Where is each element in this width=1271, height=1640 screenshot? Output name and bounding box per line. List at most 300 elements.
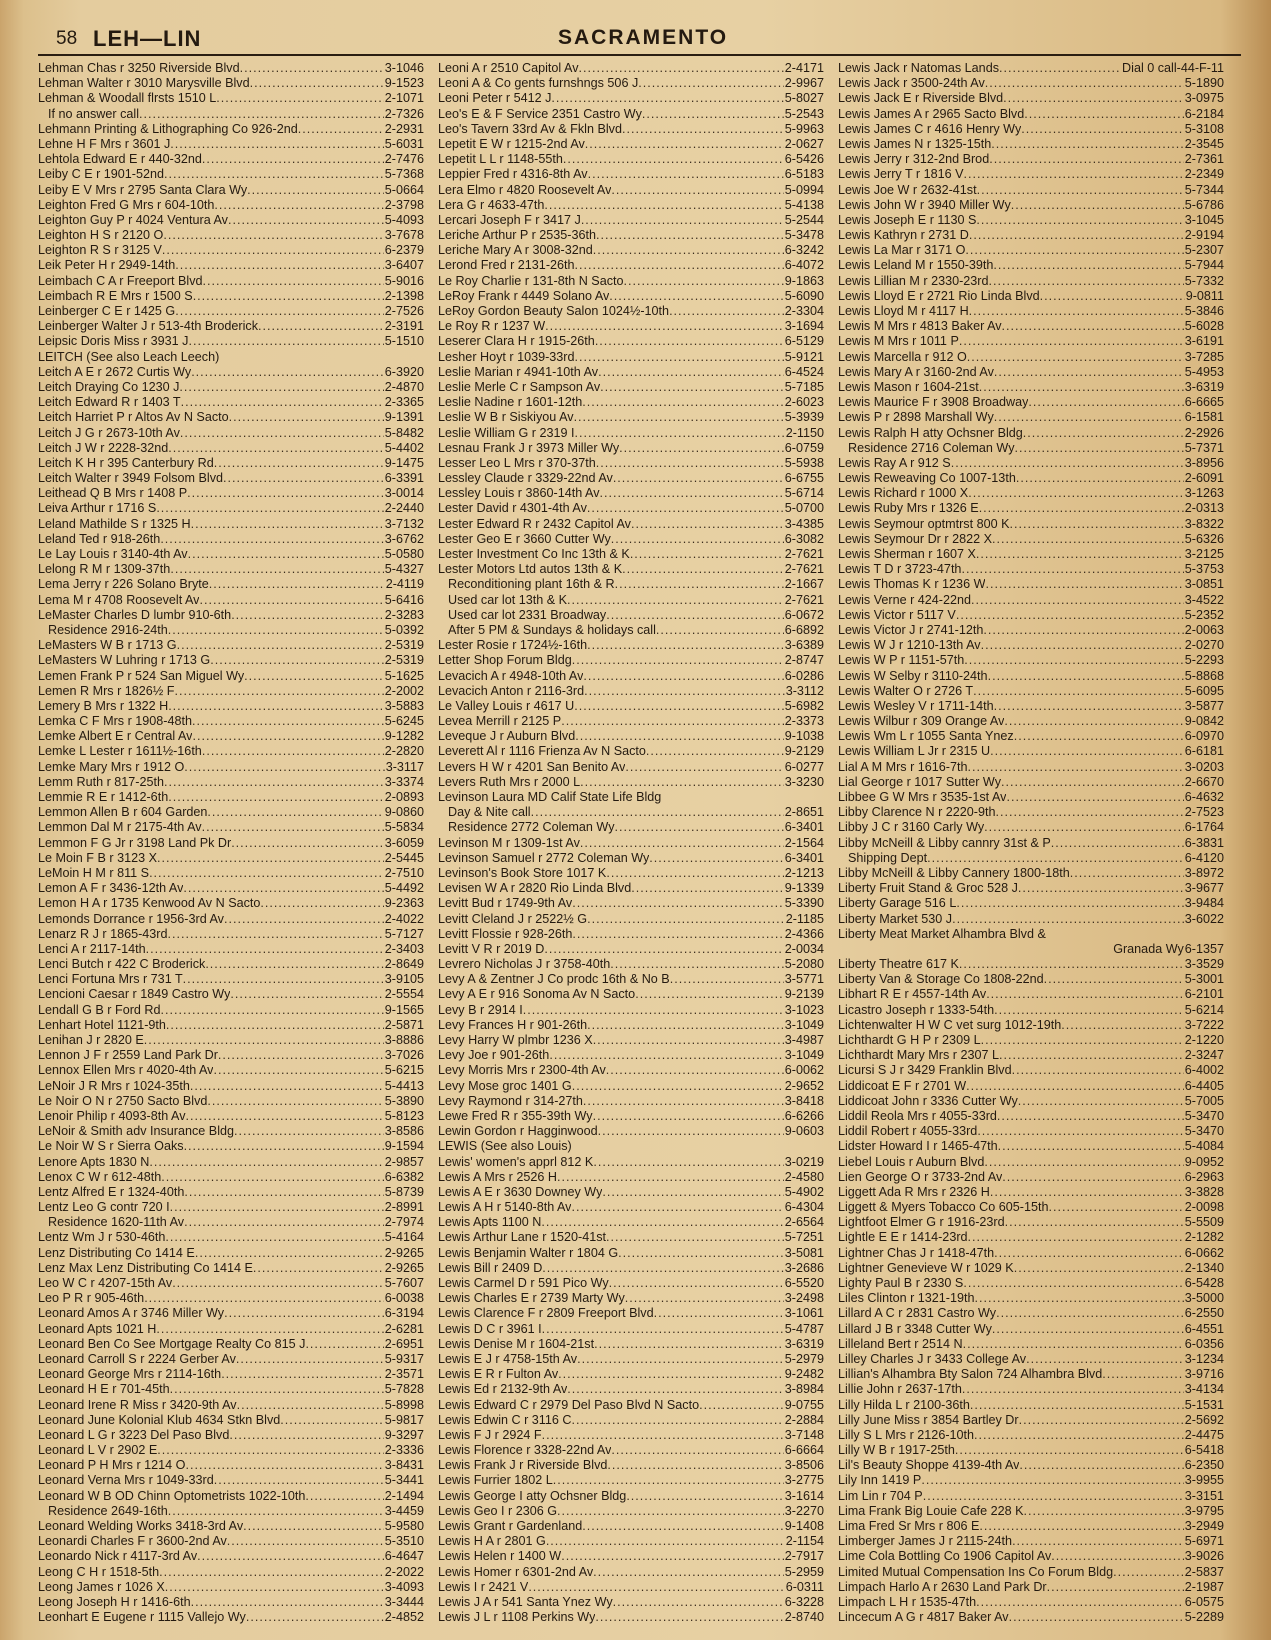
leader-dots bbox=[959, 334, 1184, 349]
listing-phone: 2-6281 bbox=[384, 1321, 424, 1336]
leader-dots bbox=[563, 152, 784, 167]
listing-name: Levitt Flossie r 928-26th bbox=[438, 926, 573, 941]
listing-phone: 5-4138 bbox=[784, 197, 824, 212]
leader-dots bbox=[989, 274, 1184, 289]
listing-phone: 5-6786 bbox=[1184, 197, 1224, 212]
leader-dots bbox=[207, 805, 383, 820]
listing-name: Lily Inn 1419 P bbox=[838, 1473, 922, 1488]
listing-row bbox=[838, 669, 1224, 684]
listing-row bbox=[838, 1519, 1224, 1534]
leader-dots bbox=[927, 851, 1184, 866]
listing-name: Levers Ruth Mrs r 2000 L bbox=[438, 774, 581, 789]
listing-phone: 2-5445 bbox=[384, 850, 424, 865]
leader-dots bbox=[951, 456, 1184, 471]
listing-phone: 5-4164 bbox=[384, 1230, 424, 1245]
leader-dots bbox=[1023, 426, 1184, 441]
listing-phone: 2-3373 bbox=[784, 714, 824, 729]
listing-phone: 6-4072 bbox=[784, 258, 824, 273]
leader-dots bbox=[244, 669, 384, 684]
listing-phone: 5-4327 bbox=[384, 562, 424, 577]
listing-phone: 3-2775 bbox=[784, 1473, 824, 1488]
leader-dots bbox=[992, 532, 1184, 547]
listing-phone: 3-0851 bbox=[1184, 577, 1224, 592]
listing-row bbox=[38, 1306, 424, 1321]
listing-name: Reconditioning plant 16th & R bbox=[448, 577, 615, 592]
leader-dots bbox=[305, 1337, 383, 1352]
leader-dots bbox=[1102, 1367, 1184, 1382]
listing-name: Lewis Homer r 6301-2nd Av bbox=[438, 1564, 594, 1579]
listing-name: Lime Cola Bottling Co 1906 Capitol Av bbox=[838, 1549, 1052, 1564]
listing-phone: 2-1282 bbox=[1184, 1230, 1224, 1245]
listing-name: Lilly W B r 1917-25th bbox=[838, 1443, 955, 1458]
listing-name: Lewin Gordon r Hagginwood bbox=[438, 1124, 598, 1139]
leader-dots bbox=[224, 912, 384, 927]
listing-row bbox=[838, 167, 1224, 182]
listing-phone: 3-4134 bbox=[1184, 1382, 1224, 1397]
listing-name: Leighton Fred G Mrs r 604-10th bbox=[38, 197, 215, 212]
listing-name: Lester Rosie r 1724½-16th bbox=[438, 638, 588, 653]
listing-row bbox=[838, 334, 1224, 349]
listing-name: Leiby E V Mrs r 2795 Santa Clara Wy bbox=[38, 182, 248, 197]
listing-row bbox=[38, 1155, 424, 1170]
listing-phone: 9-2363 bbox=[384, 896, 424, 911]
listing-name: Lewis P r 2898 Marshall Wy bbox=[838, 410, 994, 425]
leader-dots bbox=[243, 1519, 384, 1534]
listing-name: Levy A E r 916 Sonoma Av N Sacto bbox=[438, 987, 636, 1002]
leader-dots bbox=[1051, 836, 1184, 851]
listing-row bbox=[838, 1124, 1224, 1139]
listing-name: Leimbach C A r Freeport Blvd bbox=[38, 273, 203, 288]
listing-row bbox=[838, 1246, 1224, 1261]
listing-name: Lewis Bill r 2409 D bbox=[438, 1260, 543, 1275]
listing-name: Levinson's Book Store 1017 K bbox=[438, 865, 607, 880]
listing-name: LeRoy Frank r 4449 Solano Av bbox=[438, 288, 610, 303]
listing-row bbox=[438, 1276, 824, 1291]
listing-row bbox=[838, 1565, 1224, 1580]
leader-dots bbox=[611, 532, 784, 547]
listing-phone: 5-6028 bbox=[1184, 319, 1224, 334]
listing-phone: 2-2349 bbox=[1184, 167, 1224, 182]
listing-phone: 5-6326 bbox=[1184, 531, 1224, 546]
listing-row bbox=[838, 441, 1224, 456]
listing-row bbox=[438, 319, 824, 334]
listing-phone: 2-3365 bbox=[384, 395, 424, 410]
listing-name: Liddil Robert r 4055-33rd bbox=[838, 1124, 978, 1139]
listing-name: Lima Frank Big Louie Cafe 228 K bbox=[838, 1503, 1024, 1518]
listing-name: Lewis Denise M r 1604-21st bbox=[438, 1336, 595, 1351]
leader-dots bbox=[593, 1565, 784, 1580]
listing-name: Lewis Carmel D r 591 Pico Wy bbox=[438, 1276, 609, 1290]
listing-name: Lewis Wesley V r 1711-14th bbox=[838, 698, 994, 713]
listing-name: Lenore Apts 1830 N bbox=[38, 1154, 150, 1169]
listing-phone: 2-7523 bbox=[1184, 805, 1224, 820]
listing-name: Lemon A F r 3436-12th Av bbox=[38, 881, 184, 896]
listing-row bbox=[438, 107, 824, 122]
listing-name: Leiva Arthur r 1716 S bbox=[38, 501, 157, 516]
leader-dots bbox=[1026, 1352, 1184, 1367]
listing-row bbox=[38, 486, 424, 501]
listing-name: Lesher Hoyt r 1039-33rd bbox=[438, 349, 575, 364]
listing-row bbox=[838, 1352, 1224, 1367]
leader-dots bbox=[223, 471, 384, 486]
leader-dots bbox=[234, 1124, 384, 1139]
listing-phone: 2-7974 bbox=[384, 1215, 424, 1230]
listing-row bbox=[838, 608, 1224, 623]
listing-row bbox=[838, 517, 1224, 532]
listing-name: Lilley Charles J r 3433 College Av bbox=[838, 1351, 1027, 1366]
leader-dots bbox=[183, 881, 383, 896]
listing-name: Leonardi Charles F r 3600-2nd Av bbox=[38, 1534, 227, 1549]
listing-phone: 5-3470 bbox=[1184, 1124, 1224, 1139]
listing-name: Lera G r 4633-47th bbox=[438, 197, 545, 212]
listing-phone: 6-0575 bbox=[1184, 1594, 1224, 1609]
listing-phone: 2-4119 bbox=[385, 577, 424, 592]
listing-name: Leitch Edward R r 1403 T bbox=[38, 395, 181, 410]
listing-phone: 6-4405 bbox=[1184, 1078, 1224, 1093]
listing-name: Lichthardt Mary Mrs r 2307 L bbox=[838, 1048, 999, 1063]
leader-dots bbox=[595, 334, 784, 349]
listing-phone: 2-3798 bbox=[384, 197, 424, 212]
listing-phone: 3-8418 bbox=[784, 1093, 824, 1108]
leader-dots bbox=[984, 1155, 1183, 1170]
leader-dots bbox=[557, 1504, 784, 1519]
leader-dots bbox=[979, 501, 1184, 516]
leader-dots bbox=[545, 319, 784, 334]
listing-name: Leoni A & Co gents furnshngs 506 J bbox=[438, 76, 639, 91]
listing-name: Lenci Butch r 422 C Broderick bbox=[38, 957, 206, 972]
listing-row bbox=[38, 501, 424, 516]
leader-dots bbox=[976, 547, 1184, 562]
listing-name: Lewis W Selby r 3110-24th bbox=[838, 668, 988, 683]
listing-name: Liberty Meat Market Alhambra Blvd & bbox=[838, 926, 1046, 941]
listing-row bbox=[438, 152, 824, 167]
listing-phone: 6-3242 bbox=[784, 243, 824, 258]
leader-dots bbox=[175, 258, 384, 273]
listing-phone: 6-6665 bbox=[1184, 395, 1224, 410]
listing-phone: 9-3297 bbox=[384, 1427, 424, 1442]
leader-dots bbox=[561, 1549, 784, 1564]
listing-row bbox=[438, 760, 824, 775]
listing-row bbox=[438, 304, 824, 319]
leader-dots bbox=[699, 1398, 784, 1413]
leader-dots bbox=[179, 380, 383, 395]
listing-phone: 2-8991 bbox=[384, 1200, 424, 1215]
listing-row bbox=[838, 1549, 1224, 1564]
listing-row bbox=[38, 1139, 424, 1154]
listing-row bbox=[838, 1367, 1224, 1382]
listing-row bbox=[438, 1534, 824, 1549]
listing-phone: 5-2307 bbox=[1184, 243, 1224, 258]
leader-dots bbox=[1010, 517, 1184, 532]
listing-phone: 3-0975 bbox=[1184, 91, 1224, 106]
leader-dots bbox=[163, 228, 383, 243]
listing-phone: 6-6755 bbox=[784, 471, 824, 486]
listing-phone: 3-8984 bbox=[784, 1382, 824, 1397]
listing-name: Leonard L V r 2902 E bbox=[38, 1443, 158, 1458]
leader-dots bbox=[184, 1185, 383, 1200]
leader-dots bbox=[965, 243, 1183, 258]
listing-phone: 5-6416 bbox=[384, 592, 424, 607]
listing-phone: 3-1263 bbox=[1184, 486, 1224, 501]
leader-dots bbox=[184, 1139, 384, 1154]
listing-phone: 2-9967 bbox=[784, 76, 824, 91]
listing-name: Lemke Albert E r Central Av bbox=[38, 729, 193, 744]
listing-row bbox=[838, 1534, 1224, 1549]
listing-phone: 2-3336 bbox=[384, 1443, 424, 1458]
listing-name: Leong James r 1026 X bbox=[38, 1579, 165, 1594]
listing-row bbox=[38, 972, 424, 987]
listing-phone: 2-1220 bbox=[1184, 1033, 1224, 1047]
leader-dots bbox=[1012, 1534, 1184, 1549]
listing-phone: 5-9817 bbox=[384, 1412, 424, 1427]
listing-phone: 5-2352 bbox=[1184, 607, 1224, 622]
leader-dots bbox=[246, 1610, 384, 1625]
listing-row bbox=[38, 1215, 424, 1230]
listing-name: Lentz Wm J r 530-46th bbox=[38, 1230, 166, 1245]
listing-phone: 5-9317 bbox=[384, 1351, 424, 1366]
listing-phone: 6-4002 bbox=[1184, 1063, 1224, 1078]
listing-name: Levy Frances H r 901-26th bbox=[438, 1017, 588, 1032]
listing-phone: 6-6892 bbox=[784, 622, 824, 637]
listing-name: Lemmie R E r 1412-6th bbox=[38, 790, 169, 804]
listing-name: Letter Shop Forum Bldg bbox=[438, 653, 572, 668]
leader-dots bbox=[624, 274, 784, 289]
leader-dots bbox=[985, 577, 1183, 592]
leader-dots bbox=[649, 851, 783, 866]
listing-row bbox=[38, 532, 424, 547]
listing-name: Levy Harry W plmbr 1236 X bbox=[438, 1033, 593, 1047]
leader-dots bbox=[994, 699, 1184, 714]
listing-phone: 6-3831 bbox=[1184, 835, 1224, 850]
listing-name: Lial A M Mrs r 1616-7th bbox=[838, 759, 968, 774]
leader-dots bbox=[1021, 122, 1184, 137]
leader-dots bbox=[626, 1489, 783, 1504]
listing-name: Levy Morris Mrs r 2300-4th Av bbox=[438, 1063, 606, 1078]
listing-row bbox=[38, 927, 424, 942]
listing-phone: 5-3390 bbox=[784, 896, 824, 911]
leader-dots bbox=[162, 243, 384, 258]
listing-phone: 3-3151 bbox=[1184, 1488, 1224, 1503]
listing-row bbox=[838, 1003, 1224, 1018]
leader-dots bbox=[546, 1534, 785, 1549]
listing-phone: 5-4787 bbox=[784, 1321, 824, 1336]
listing-name: Lilly June Miss r 3854 Bartley Dr bbox=[838, 1412, 1019, 1427]
listing-phone: 5-4084 bbox=[1184, 1139, 1224, 1154]
leader-dots bbox=[146, 942, 384, 957]
listing-row bbox=[38, 1443, 424, 1458]
listing-name: Leonard Apts 1021 H bbox=[38, 1321, 157, 1336]
listing-row bbox=[838, 1261, 1224, 1276]
leader-dots bbox=[575, 258, 784, 273]
listing-row bbox=[838, 137, 1224, 152]
leader-dots bbox=[613, 471, 784, 486]
listing-row bbox=[838, 653, 1224, 668]
listing-phone: 2-7621 bbox=[784, 547, 824, 561]
leader-dots bbox=[571, 1413, 783, 1428]
listing-name: Leighton Guy P r 4024 Ventura Av bbox=[38, 212, 228, 227]
listing-row bbox=[438, 1322, 824, 1337]
listing-phone: 3-9677 bbox=[1184, 881, 1224, 896]
listing-name: Leonardo Nick r 4117-3rd Av bbox=[38, 1549, 198, 1564]
leader-dots bbox=[585, 137, 784, 152]
listing-name: Lichthardt G H P r 2309 L bbox=[838, 1033, 981, 1047]
listing-phone: 5-2080 bbox=[784, 957, 824, 972]
listing-row bbox=[38, 1003, 424, 1018]
listing-phone: 3-3828 bbox=[1184, 1184, 1224, 1199]
listing-phone: 2-6091 bbox=[1184, 471, 1224, 486]
listing-row bbox=[838, 1382, 1224, 1397]
listing-phone: 9-2129 bbox=[784, 744, 824, 759]
listing-name: Leipsic Doris Miss r 3931 J bbox=[38, 334, 189, 349]
leader-dots bbox=[609, 289, 783, 304]
leader-dots bbox=[247, 183, 384, 198]
listing-row bbox=[38, 1549, 424, 1564]
listing-row bbox=[38, 699, 424, 714]
leader-dots bbox=[184, 1215, 384, 1230]
listing-phone: 2-2931 bbox=[384, 121, 424, 136]
leader-dots bbox=[613, 1595, 784, 1610]
leader-dots bbox=[642, 107, 784, 122]
leader-dots bbox=[669, 304, 784, 319]
listing-name: Lewis Furrier 1802 L bbox=[438, 1473, 553, 1488]
listing-name: Lewis A E r 3630 Downey Wy bbox=[438, 1184, 603, 1199]
listing-name: Libhart R E r 4557-14th Av bbox=[838, 987, 987, 1002]
listing-phone: 2-8747 bbox=[784, 653, 824, 668]
listing-row bbox=[38, 258, 424, 273]
listing-row bbox=[838, 1489, 1224, 1504]
leader-dots bbox=[170, 1200, 384, 1215]
listing-name: Leslie W B r Siskiyou Av bbox=[438, 410, 574, 425]
listing-phone: 2-2820 bbox=[384, 744, 424, 759]
leader-dots bbox=[1070, 866, 1184, 881]
listing-row bbox=[438, 1230, 824, 1245]
listing-row bbox=[438, 1291, 824, 1306]
listing-row bbox=[438, 1155, 824, 1170]
listing-row bbox=[38, 608, 424, 623]
listing-phone: 3-8886 bbox=[384, 1033, 424, 1047]
listing-row bbox=[38, 1246, 424, 1261]
listing-name: Levrero Nicholas J r 3758-40th bbox=[438, 957, 611, 972]
listing-name: Leighton H S r 2120 O bbox=[38, 228, 164, 243]
listing-row bbox=[438, 562, 824, 577]
listing-phone: 2-9652 bbox=[784, 1078, 824, 1093]
listing-phone: 2-1398 bbox=[384, 288, 424, 303]
listing-name: Leithead Q B Mrs r 1408 P bbox=[38, 486, 188, 501]
leader-dots bbox=[976, 1595, 1184, 1610]
listing-row bbox=[438, 942, 824, 957]
listing-name: Limberger James J r 2115-24th bbox=[838, 1534, 1013, 1549]
listing-row bbox=[38, 1291, 424, 1306]
listing-row bbox=[838, 486, 1224, 501]
leader-dots bbox=[572, 927, 783, 942]
leader-dots bbox=[553, 1473, 784, 1488]
listing-name: LeNoir & Smith adv Insurance Bldg bbox=[38, 1124, 235, 1139]
listing-name: LEWIS (See also Louis) bbox=[438, 1139, 572, 1154]
leader-dots bbox=[229, 1428, 383, 1443]
listing-name: Lewis F J r 2924 F bbox=[438, 1427, 542, 1442]
listing-phone: 3-4522 bbox=[1184, 592, 1224, 607]
listing-name: Levy B r 2914 I bbox=[438, 1002, 523, 1017]
listing-row bbox=[838, 1473, 1224, 1488]
listing-phone: 5-2293 bbox=[1184, 653, 1224, 668]
listing-row bbox=[38, 957, 424, 972]
listing-phone: 2-8651 bbox=[784, 805, 824, 820]
leader-dots bbox=[157, 1443, 384, 1458]
listing-row bbox=[438, 987, 824, 1002]
leader-dots bbox=[970, 1398, 1184, 1413]
leader-dots bbox=[571, 1200, 783, 1215]
listing-name: Lewis Wilbur r 309 Orange Av bbox=[838, 714, 1005, 729]
listing-row bbox=[38, 1200, 424, 1215]
listing-phone: 5-6714 bbox=[784, 486, 824, 501]
listing-name: Lewis Ray A r 912 S bbox=[838, 455, 951, 470]
listing-phone: 2-9194 bbox=[1184, 228, 1224, 243]
listing-name: Used car lot 2331 Broadway bbox=[448, 607, 607, 622]
listing-row bbox=[38, 790, 424, 805]
listing-row bbox=[838, 972, 1224, 987]
leader-dots bbox=[964, 167, 1184, 182]
listing-row bbox=[38, 183, 424, 198]
listing-row bbox=[838, 562, 1224, 577]
listing-name: Day & Nite call bbox=[448, 805, 531, 820]
leader-dots bbox=[221, 1367, 384, 1382]
leader-dots bbox=[541, 1215, 783, 1230]
listing-row bbox=[438, 1610, 824, 1625]
listing-row bbox=[38, 1185, 424, 1200]
listing-phone: 2-0627 bbox=[784, 136, 824, 151]
leader-dots bbox=[1001, 775, 1184, 790]
listing-name: Lencioni Caesar r 1849 Castro Wy bbox=[38, 987, 231, 1002]
listing-name: Lillian's Alhambra Bty Salon 724 Alhambra Blvd bbox=[838, 1367, 1103, 1382]
listing-name: Licursi S J r 3429 Franklin Blvd bbox=[838, 1063, 1012, 1078]
listing-row bbox=[38, 1458, 424, 1473]
leader-dots bbox=[963, 1276, 1183, 1291]
listing-name: Lewis W P r 1151-57th bbox=[838, 653, 965, 668]
leader-dots bbox=[997, 1109, 1184, 1124]
listing-name: Lepetit L L r 1148-55th bbox=[438, 152, 563, 167]
listing-row bbox=[438, 790, 824, 805]
leader-dots bbox=[579, 61, 784, 76]
listing-row bbox=[438, 1595, 824, 1610]
listing-name: Lemmon Dal M r 2175-4th Av bbox=[38, 820, 202, 835]
listing-phone: 5-4902 bbox=[784, 1184, 824, 1199]
listing-name: Lewis Jerry r 312-2nd Brod bbox=[838, 152, 990, 167]
listing-row bbox=[38, 1398, 424, 1413]
listing-row bbox=[838, 1079, 1224, 1094]
listing-name: Lima Fred Sr Mrs r 806 E bbox=[838, 1519, 980, 1533]
listing-name: Lehman Walter r 3010 Marysville Blvd bbox=[38, 76, 250, 91]
listing-phone: 5-6982 bbox=[784, 698, 824, 713]
listing-phone: 5-5509 bbox=[1184, 1215, 1224, 1230]
listing-phone: 6-2550 bbox=[1184, 1306, 1224, 1321]
listing-phone: 5-6095 bbox=[1184, 683, 1224, 698]
listing-row bbox=[838, 1322, 1224, 1337]
listing-row bbox=[38, 1261, 424, 1276]
listing-row bbox=[38, 334, 424, 349]
listing-phone: 3-8586 bbox=[384, 1124, 424, 1139]
listing-name: Levitt Cleland J r 2522½ G bbox=[438, 911, 588, 926]
listing-row bbox=[838, 426, 1224, 441]
leader-dots bbox=[598, 365, 784, 380]
listing-phone: 2-1564 bbox=[784, 835, 824, 850]
listing-name: Lewis Reweaving Co 1007-13th bbox=[838, 471, 1016, 486]
leader-dots bbox=[998, 1139, 1184, 1154]
listing-name: Leonard Welding Works 3418-3rd Av bbox=[38, 1519, 244, 1533]
listing-phone: 6-4524 bbox=[784, 364, 824, 379]
listing-row bbox=[838, 1413, 1224, 1428]
listing-name: Limpach Harlo A r 2630 Land Park Dr bbox=[838, 1579, 1047, 1594]
listing-phone: 3-9955 bbox=[1184, 1473, 1224, 1488]
